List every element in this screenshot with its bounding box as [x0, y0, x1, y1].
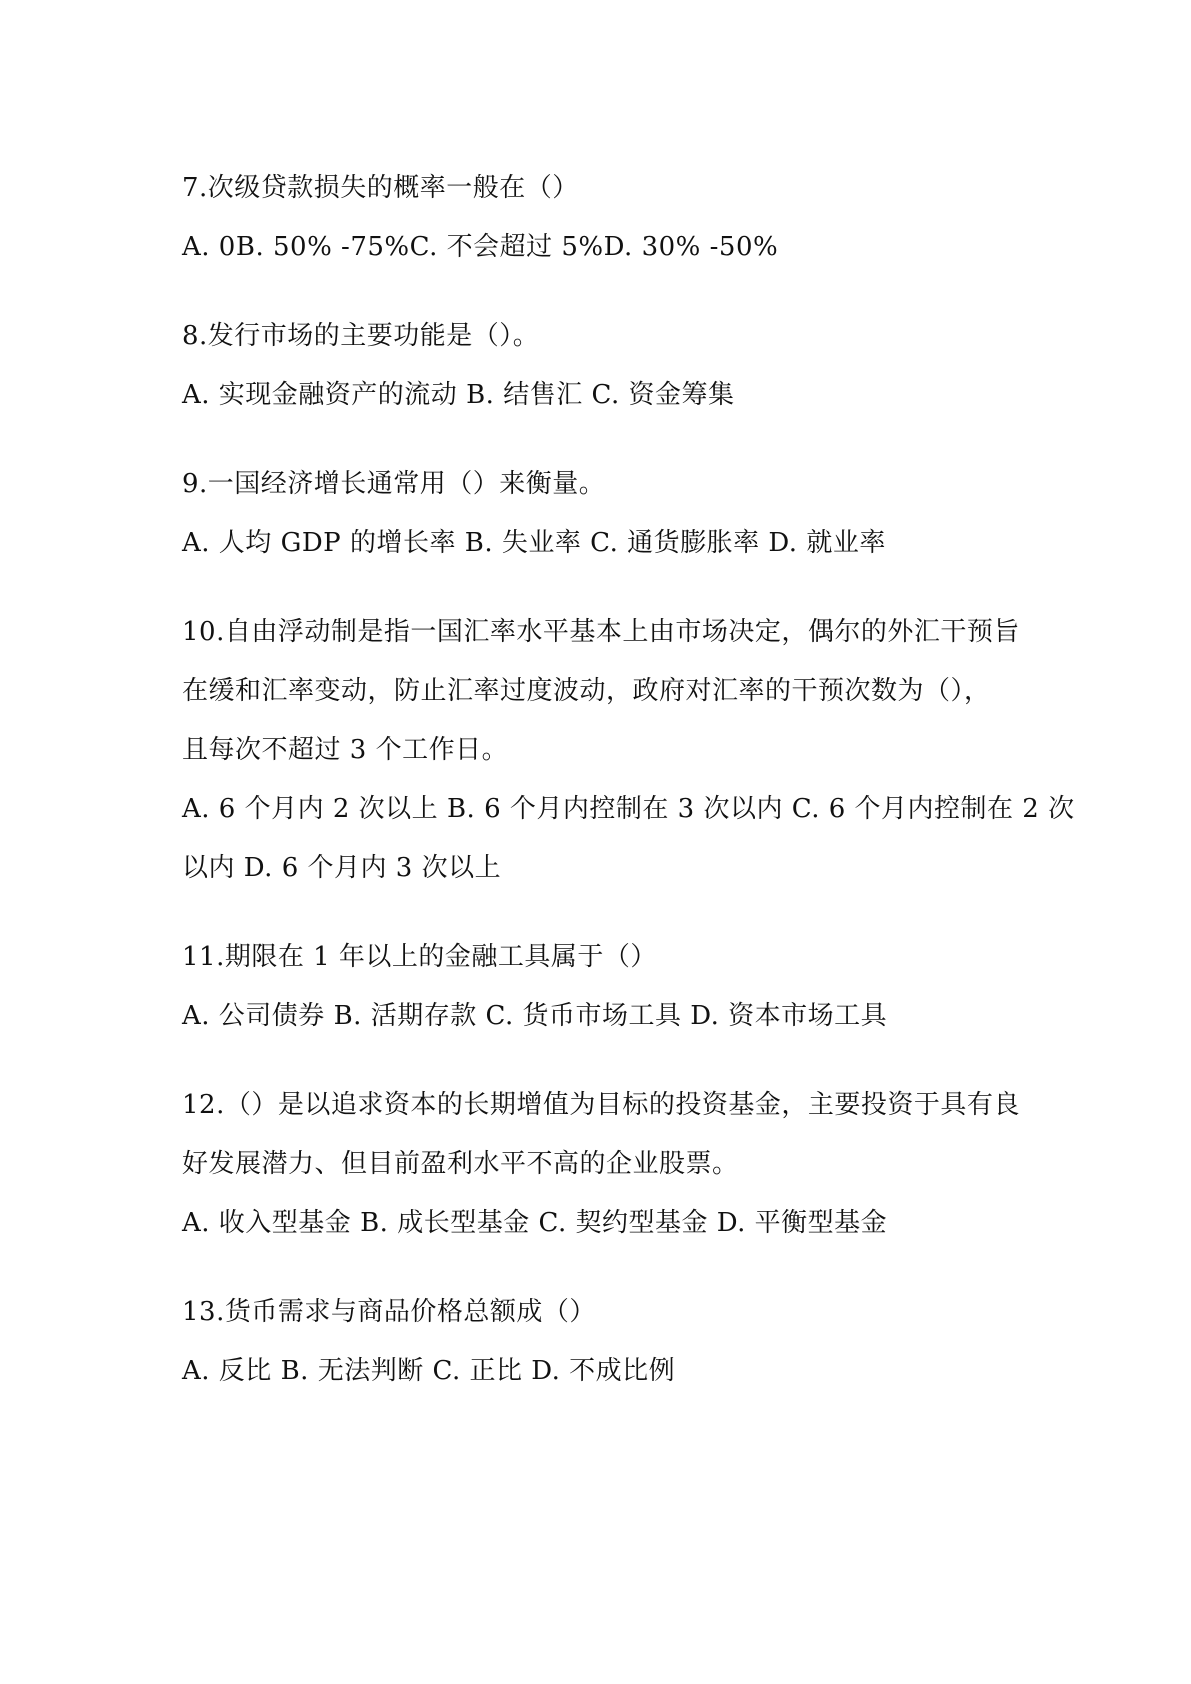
question-8-stem: 8.发行市场的主要功能是（）。 — [182, 321, 540, 351]
question-7-stem: 7.次级贷款损失的概率一般在（） — [182, 173, 579, 203]
question-12-stem-line-1: 12.（）是以追求资本的长期增值为目标的投资基金，主要投资于具有良 — [182, 1090, 1020, 1120]
question-11-stem: 11.期限在 1 年以上的金融工具属于（） — [182, 942, 657, 972]
question-10-options-line-1: A. 6 个月内 2 次以上 B. 6 个月内控制在 3 次以内 C. 6 个月内控制在 2 次 — [182, 794, 1075, 824]
question-10-stem-line-2: 在缓和汇率变动，防止汇率过度波动，政府对汇率的干预次数为（）， — [182, 676, 991, 706]
question-12-options: A. 收入型基金 B. 成长型基金 C. 契约型基金 D. 平衡型基金 — [182, 1208, 888, 1238]
question-12-stem-line-2: 好发展潜力、但目前盈利水平不高的企业股票。 — [182, 1149, 739, 1179]
question-9-options: A. 人均 GDP 的增长率 B. 失业率 C. 通货膨胀率 D. 就业率 — [182, 528, 886, 558]
question-10-stem-line-3: 且每次不超过 3 个工作日。 — [182, 735, 509, 765]
question-10-stem-line-1: 10.自由浮动制是指一国汇率水平基本上由市场决定，偶尔的外汇干预旨 — [182, 617, 1020, 647]
question-8-options: A. 实现金融资产的流动 B. 结售汇 C. 资金筹集 — [182, 380, 735, 410]
question-9-stem: 9.一国经济增长通常用（）来衡量。 — [182, 469, 606, 499]
question-7-options: A. 0B. 50% -75%C. 不会超过 5%D. 30% -50% — [182, 232, 779, 262]
question-10-options-line-2: 以内 D. 6 个月内 3 次以上 — [182, 853, 502, 883]
question-13-options: A. 反比 B. 无法判断 C. 正比 D. 不成比例 — [182, 1356, 676, 1386]
question-13-stem: 13.货币需求与商品价格总额成（） — [182, 1297, 596, 1327]
question-11-options: A. 公司债券 B. 活期存款 C. 货币市场工具 D. 资本市场工具 — [182, 1001, 888, 1031]
